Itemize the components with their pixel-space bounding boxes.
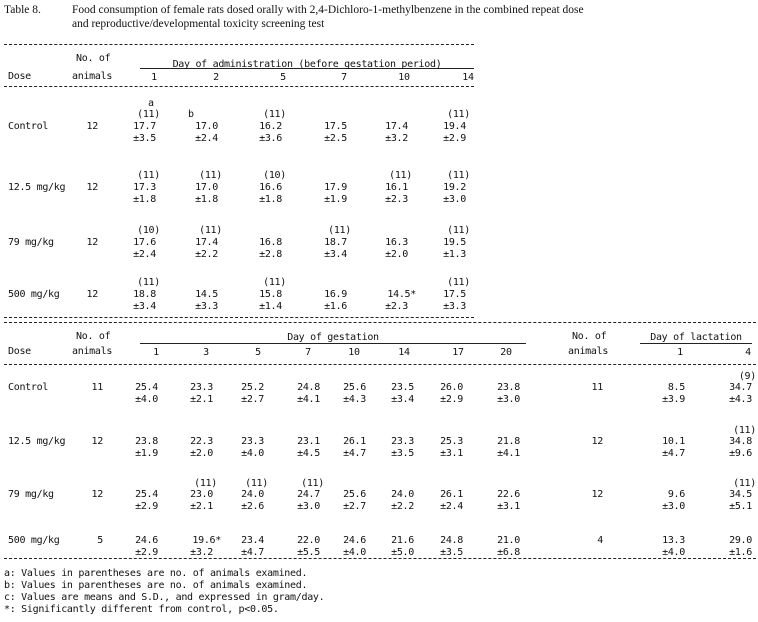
t1-examined-count: (11) xyxy=(137,109,160,120)
table2-lactation-rule xyxy=(640,343,752,344)
t1-sd-value: ±2.8 xyxy=(259,249,282,260)
t2-sd-value: ±6.8 xyxy=(497,547,520,558)
t1-mean-value: 14.5* xyxy=(387,289,416,300)
table2-top-rule xyxy=(4,322,756,323)
t1-sd-value: ±1.6 xyxy=(324,301,347,312)
t1-examined-count: (10) xyxy=(137,225,160,236)
t2-animal-count: 11 xyxy=(91,382,103,393)
t2-dose-label: 500 mg/kg xyxy=(8,535,60,546)
t2-lactation-mean-value: 10.1 xyxy=(662,436,685,447)
t1-day-label: 5 xyxy=(280,72,286,83)
t2-mean-value: 25.4 xyxy=(135,382,158,393)
t1-day-label: 1 xyxy=(151,72,157,83)
t2-gestation-day-label: 7 xyxy=(305,347,311,358)
t2-mean-value: 26.1 xyxy=(343,436,366,447)
t2-mean-value: 21.8 xyxy=(497,436,520,447)
t2-sd-value: ±3.4 xyxy=(391,394,414,405)
t1-examined-count: (11) xyxy=(137,170,160,181)
t2-sd-value: ±5.5 xyxy=(297,547,320,558)
t2-mean-value: 23.0 xyxy=(190,489,213,500)
t2-sd-value: ±3.2 xyxy=(190,547,213,558)
t1-day-label: 2 xyxy=(213,72,219,83)
t2-lactation-examined-count: (11) xyxy=(733,425,756,436)
t1-animal-count: 12 xyxy=(86,237,98,248)
t2-sd-value: ±2.1 xyxy=(190,394,213,405)
t1-sd-value: ±1.4 xyxy=(259,301,282,312)
t1-sd-value: ±3.5 xyxy=(133,133,156,144)
t1-examined-count: (11) xyxy=(199,170,222,181)
t2-mean-value: 25.6 xyxy=(343,382,366,393)
t1-animal-count: 12 xyxy=(86,182,98,193)
t2-sd-value: ±3.1 xyxy=(497,501,520,512)
t2-lactation-sd-value: ±4.7 xyxy=(662,448,685,459)
t2-sd-value: ±4.1 xyxy=(297,394,320,405)
t1-mean-value: 18.8 xyxy=(133,289,156,300)
t1-sd-value: ±3.3 xyxy=(195,301,218,312)
t2-mean-value: 24.6 xyxy=(343,535,366,546)
t2-lactation-sd-value: ±1.6 xyxy=(729,547,752,558)
t1-sd-value: ±1.8 xyxy=(133,194,156,205)
t1-dose-header: Dose xyxy=(8,71,31,82)
t1-mean-value: 17.0 xyxy=(195,121,218,132)
t1-mean-value: 17.7 xyxy=(133,121,156,132)
t1-animal-count: 12 xyxy=(86,121,98,132)
t1-mean-value: 16.1 xyxy=(385,182,408,193)
t2-mean-value: 23.8 xyxy=(497,382,520,393)
t1-mean-value: 17.4 xyxy=(385,121,408,132)
t1-examined-count: (11) xyxy=(199,225,222,236)
t1-mean-value: 17.0 xyxy=(195,182,218,193)
t1-day-label: 10 xyxy=(398,72,410,83)
table-title-line1: Food consumption of female rats dosed orally with 2,4-Dichloro-1-methylbenzene in the combined repeat dose xyxy=(72,4,584,16)
t2-lactation-examined-count: (9) xyxy=(738,371,756,382)
t1-sd-value: ±2.2 xyxy=(195,249,218,260)
t1-mean-value: 16.9 xyxy=(324,289,347,300)
t2-mean-value: 24.8 xyxy=(440,535,463,546)
t2-sd-value: ±2.2 xyxy=(391,501,414,512)
t1-sd-value: ±1.9 xyxy=(324,194,347,205)
table1-top-rule xyxy=(4,44,474,45)
t2-animals-header: animals xyxy=(72,346,113,357)
t2-gestation-day-label: 14 xyxy=(398,347,410,358)
t2-mean-value: 24.8 xyxy=(297,382,320,393)
t2-lactation-mean-value: 13.3 xyxy=(662,535,685,546)
t2-animal-count: 5 xyxy=(97,535,103,546)
t2-sd-value: ±2.0 xyxy=(190,448,213,459)
t1-animal-count: 12 xyxy=(86,289,98,300)
t2-mean-value: 22.0 xyxy=(297,535,320,546)
t2-lactation-day-label: 1 xyxy=(677,347,683,358)
t2-lactation-header: Day of lactation xyxy=(650,332,742,343)
table2-header-rule xyxy=(4,364,756,365)
t2-lactation-animal-count: 12 xyxy=(591,436,603,447)
t2-sd-value: ±4.0 xyxy=(343,547,366,558)
t2-lactation-day-label: 4 xyxy=(745,347,751,358)
table1-header-rule xyxy=(4,86,474,87)
t2-lactation-animal-count: 4 xyxy=(597,535,603,546)
t2-sd-value: ±2.9 xyxy=(135,547,158,558)
t1-sd-value: ±3.4 xyxy=(133,301,156,312)
t2-lactation-sd-value: ±9.6 xyxy=(729,448,752,459)
t2-lactation-mean-value: 34.5 xyxy=(729,489,752,500)
t2-mean-value: 24.0 xyxy=(391,489,414,500)
t2-sd-value: ±4.7 xyxy=(343,448,366,459)
t2-lactation-sd-value: ±4.3 xyxy=(729,394,752,405)
t1-mean-value: 16.3 xyxy=(385,237,408,248)
footnote: b: Values in parentheses are no. of animals examined. xyxy=(4,580,308,591)
t2-lactation-sd-value: ±4.0 xyxy=(662,547,685,558)
t1-examined-count: (11) xyxy=(389,170,412,181)
t2-examined-count: (11) xyxy=(301,478,324,489)
table-label: Table 8. xyxy=(4,4,41,16)
t1-superscript-b: b xyxy=(188,109,194,120)
t1-examined-count: (11) xyxy=(137,277,160,288)
t1-examined-count: (11) xyxy=(447,170,470,181)
t2-lactation-mean-value: 9.6 xyxy=(667,489,685,500)
t2-mean-value: 21.6 xyxy=(391,535,414,546)
t2-sd-value: ±2.7 xyxy=(241,394,264,405)
table2-bottom-rule xyxy=(4,558,756,559)
t1-dose-label: 12.5 mg/kg xyxy=(8,182,66,193)
t1-mean-value: 17.9 xyxy=(324,182,347,193)
t1-sd-value: ±2.3 xyxy=(385,194,408,205)
t2-mean-value: 23.3 xyxy=(391,436,414,447)
t1-sd-value: ±2.0 xyxy=(385,249,408,260)
t2-mean-value: 25.2 xyxy=(241,382,264,393)
t2-sd-value: ±1.9 xyxy=(135,448,158,459)
t1-mean-value: 17.3 xyxy=(133,182,156,193)
t1-mean-value: 19.5 xyxy=(443,237,466,248)
t1-sd-value: ±2.5 xyxy=(324,133,347,144)
t1-examined-count: (11) xyxy=(263,109,286,120)
t2-sd-value: ±2.9 xyxy=(135,501,158,512)
t2-sd-value: ±5.0 xyxy=(391,547,414,558)
table1-bottom-rule xyxy=(4,317,474,318)
t2-lactation-sd-value: ±3.9 xyxy=(662,394,685,405)
t2-gestation-day-label: 5 xyxy=(255,347,261,358)
t2-mean-value: 22.6 xyxy=(497,489,520,500)
t1-sd-value: ±3.2 xyxy=(385,133,408,144)
t2-sd-value: ±2.6 xyxy=(241,501,264,512)
t1-dose-label: Control xyxy=(8,121,49,132)
t1-mean-value: 14.5 xyxy=(195,289,218,300)
t2-mean-value: 25.6 xyxy=(343,489,366,500)
t2-lactation-mean-value: 8.5 xyxy=(667,382,685,393)
t1-mean-value: 16.2 xyxy=(259,121,282,132)
t2-mean-value: 24.7 xyxy=(297,489,320,500)
t1-sd-value: ±2.4 xyxy=(195,133,218,144)
t1-mean-value: 17.5 xyxy=(443,289,466,300)
t1-sd-value: ±3.6 xyxy=(259,133,282,144)
t1-dose-label: 79 mg/kg xyxy=(8,237,54,248)
t2-lactation-sd-value: ±3.0 xyxy=(662,501,685,512)
t2-mean-value: 22.3 xyxy=(190,436,213,447)
t1-examined-count: (11) xyxy=(447,109,470,120)
t1-group-header: Day of administration (before gestation period) xyxy=(172,59,442,70)
t2-sd-value: ±4.5 xyxy=(297,448,320,459)
t2-mean-value: 23.3 xyxy=(190,382,213,393)
t1-day-label: 7 xyxy=(341,72,347,83)
t1-sd-value: ±2.4 xyxy=(133,249,156,260)
t1-mean-value: 15.8 xyxy=(259,289,282,300)
footnote: *: Significantly different from control, p<0.05. xyxy=(4,604,279,615)
t1-sd-value: ±1.8 xyxy=(195,194,218,205)
t2-mean-value: 25.3 xyxy=(440,436,463,447)
t2-sd-value: ±2.9 xyxy=(440,394,463,405)
t2-examined-count: (11) xyxy=(194,478,217,489)
t1-mean-value: 17.6 xyxy=(133,237,156,248)
t1-sd-value: ±3.4 xyxy=(324,249,347,260)
t1-superscript-a: a xyxy=(148,98,154,109)
t1-mean-value: 16.6 xyxy=(259,182,282,193)
t2-no-of-header: No. of xyxy=(76,331,111,342)
t2-lactation-sd-value: ±5.1 xyxy=(729,501,752,512)
t2-gestation-day-label: 17 xyxy=(452,347,464,358)
t2-lactation-animal-count: 12 xyxy=(591,489,603,500)
t2-mean-value: 26.0 xyxy=(440,382,463,393)
t2-dose-header: Dose xyxy=(8,346,31,357)
footnote: a: Values in parentheses are no. of animals examined. xyxy=(4,568,308,579)
t2-mean-value: 26.1 xyxy=(440,489,463,500)
t2-sd-value: ±3.5 xyxy=(440,547,463,558)
t2-mean-value: 21.0 xyxy=(497,535,520,546)
t2-mean-value: 23.4 xyxy=(241,535,264,546)
t2-no-of2-header: No. of xyxy=(572,331,607,342)
table-title-line2: and reproductive/developmental toxicity screening test xyxy=(72,18,325,30)
t1-mean-value: 19.2 xyxy=(443,182,466,193)
t2-gestation-day-label: 3 xyxy=(203,347,209,358)
t2-animals2-header: animals xyxy=(568,346,609,357)
t2-lactation-mean-value: 34.7 xyxy=(729,382,752,393)
t2-animal-count: 12 xyxy=(91,436,103,447)
t1-examined-count: (11) xyxy=(263,277,286,288)
t1-sd-value: ±2.9 xyxy=(443,133,466,144)
t1-animals-header: animals xyxy=(72,71,113,82)
t1-examined-count: (11) xyxy=(447,225,470,236)
t1-sd-value: ±3.3 xyxy=(443,301,466,312)
t2-animal-count: 12 xyxy=(91,489,103,500)
t1-sd-value: ±1.8 xyxy=(259,194,282,205)
t1-examined-count: (11) xyxy=(447,277,470,288)
t1-mean-value: 17.5 xyxy=(324,121,347,132)
t2-sd-value: ±3.1 xyxy=(440,448,463,459)
t2-mean-value: 23.8 xyxy=(135,436,158,447)
t2-mean-value: 23.3 xyxy=(241,436,264,447)
t2-mean-value: 23.1 xyxy=(297,436,320,447)
t2-lactation-animal-count: 11 xyxy=(591,382,603,393)
t2-sd-value: ±4.0 xyxy=(135,394,158,405)
t2-mean-value: 23.5 xyxy=(391,382,414,393)
t1-sd-value: ±3.0 xyxy=(443,194,466,205)
table2-gestation-rule xyxy=(140,343,526,344)
t2-mean-value: 24.0 xyxy=(241,489,264,500)
t1-examined-count: (11) xyxy=(328,225,351,236)
t1-day-label: 14 xyxy=(462,72,474,83)
t1-dose-label: 500 mg/kg xyxy=(8,289,60,300)
t2-dose-label: Control xyxy=(8,382,49,393)
t1-sd-value: ±1.3 xyxy=(443,249,466,260)
t1-mean-value: 16.8 xyxy=(259,237,282,248)
t1-mean-value: 19.4 xyxy=(443,121,466,132)
t2-sd-value: ±3.5 xyxy=(391,448,414,459)
t2-mean-value: 24.6 xyxy=(135,535,158,546)
t1-examined-count: (10) xyxy=(263,170,286,181)
t2-gestation-header: Day of gestation xyxy=(287,332,379,343)
t2-mean-value: 19.6* xyxy=(192,535,221,546)
t2-examined-count: (11) xyxy=(245,478,268,489)
t2-sd-value: ±3.0 xyxy=(497,394,520,405)
t2-dose-label: 79 mg/kg xyxy=(8,489,54,500)
t2-sd-value: ±4.0 xyxy=(241,448,264,459)
t2-sd-value: ±4.7 xyxy=(241,547,264,558)
t2-sd-value: ±4.1 xyxy=(497,448,520,459)
t2-gestation-day-label: 10 xyxy=(348,347,360,358)
t2-sd-value: ±2.7 xyxy=(343,501,366,512)
t2-lactation-mean-value: 29.0 xyxy=(729,535,752,546)
t2-sd-value: ±3.0 xyxy=(297,501,320,512)
t2-mean-value: 25.4 xyxy=(135,489,158,500)
t2-sd-value: ±2.1 xyxy=(190,501,213,512)
t2-dose-label: 12.5 mg/kg xyxy=(8,436,66,447)
t2-lactation-mean-value: 34.8 xyxy=(729,436,752,447)
t1-mean-value: 17.4 xyxy=(195,237,218,248)
t1-no-of-header: No. of xyxy=(76,53,111,64)
t2-sd-value: ±2.4 xyxy=(440,501,463,512)
t2-lactation-examined-count: (11) xyxy=(733,478,756,489)
t2-gestation-day-label: 20 xyxy=(500,347,512,358)
t2-sd-value: ±4.3 xyxy=(343,394,366,405)
t2-gestation-day-label: 1 xyxy=(153,347,159,358)
footnote: c: Values are means and S.D., and expressed in gram/day. xyxy=(4,592,325,603)
t1-mean-value: 18.7 xyxy=(324,237,347,248)
t1-sd-value: ±2.3 xyxy=(385,301,408,312)
